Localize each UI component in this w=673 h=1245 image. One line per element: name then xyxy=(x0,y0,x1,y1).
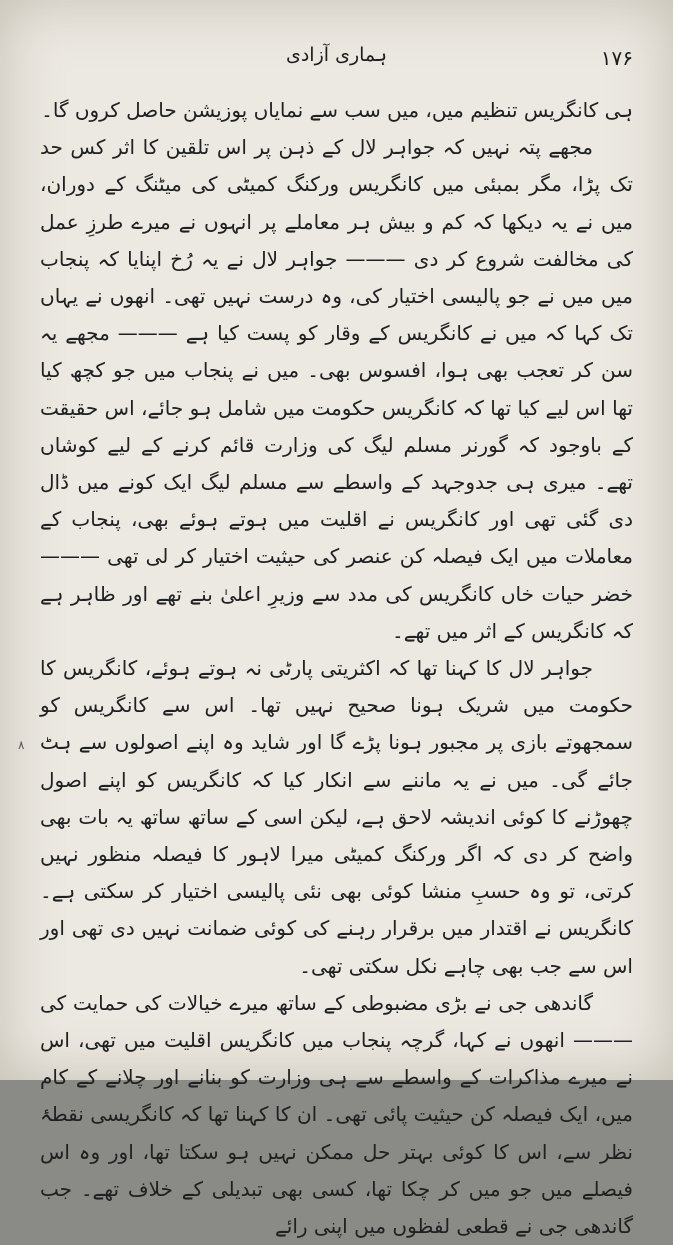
margin-mark: ۸ xyxy=(18,738,25,752)
page-header xyxy=(40,44,633,80)
body-text xyxy=(40,92,633,1245)
paragraph: جواہر لال کا کہنا تھا کہ اکثریتی پارٹی نہ ہوتے ہوئے، کانگریس کا حکومت میں شریک ہونا صحیح نہیں تھا۔ اس سے کانگریس کو سمجھوتے بازی پر مجبور ہونا پڑے گا اور شاید وہ اپنے اصولوں سے ہٹ جائے گی۔ میں نے یہ ماننے سے انکار کیا کہ کانگریس کو اپنے اصول چھوڑنے کا کوئی اندیشہ لاحق ہے، لیکن اسی کے ساتھ ساتھ یہ بات بھی واضح کر دی کہ اگر ورکنگ کمیٹی میرا لاہور کا فیصلہ منظور نہیں کرتی، تو وہ حسبِ منشا کوئی بھی نئی پالیسی اختیار کر سکتی ہے۔ کانگریس نے اقتدار میں برقرار رہنے کی کوئی ضمانت نہیں دی تھی اور اس سے جب بھی چاہے نکل سکتی تھی۔ xyxy=(40,656,633,978)
paragraph: مجھے پتہ نہیں کہ جواہر لال کے ذہن پر اس تلقین کا اثر کس حد تک پڑا، مگر بمبئی میں کانگریس ورکنگ کمیٹی کی میٹنگ کے دوران، میں نے یہ دیکھا کہ کم و بیش ہر معاملے پر انہوں نے میرے طرزِ عمل کی مخالفت شروع کر دی ——— جواہر لال نے یہ رُخ اپنایا کہ پنجاب میں میں نے جو پالیسی اختیار کی، وہ درست نہیں تھی۔ انھوں نے یہاں تک کہا کہ میں نے کانگریس کے وقار کو پست کیا ہے ——— مجھے یہ سن کر تعجب بھی ہوا، افسوس بھی۔ میں نے پنجاب میں جو کچھ کیا تھا اس لیے کیا تھا کہ کانگریس حکومت میں شامل ہو جائے، اس حقیقت کے باوجود کہ گورنر مسلم لیگ کی وزارت قائم کرنے کے لیے کوشاں تھے۔ میری ہی جدوجہد کے واسطے سے مسلم لیگ ایک کونے میں ڈال دی گئی تھی اور کانگریس نے اقلیت میں ہوتے ہوئے بھی، پنجاب کے معاملات میں ایک فیصلہ کن عنصر کی حیثیت اختیار کر لی تھی ——— خضر حیات خاں کانگریس کی مدد سے وزیرِ اعلیٰ بنے تھے اور ظاہر ہے کہ کانگریس کے اثر میں تھے۔ xyxy=(40,135,633,643)
running-title: ہماری آزادی xyxy=(285,44,388,66)
paragraph: ہی کانگریس تنظیم میں، میں سب سے نمایاں پوزیشن حاصل کروں گا۔ xyxy=(41,98,633,122)
page-number: ۱۷۶ xyxy=(600,46,633,70)
paragraph: گاندھی جی نے بڑی مضبوطی کے ساتھ میرے خیالات کی حمایت کی ——— انھوں نے کہا، گرچہ پنجاب میں کانگریس اقلیت میں تھی، اس نے میرے مذاکرات کے واسطے سے ہی وزارت کو بنانے اور چلانے کے کام میں، ایک فیصلہ کن حیثیت پائی تھی۔ ان کا کہنا تھا کہ کانگریسی نقطۂ نظر سے، اس کا کوئی بہتر حل ممکن نہیں ہو سکتا تھا، اور وہ اس فیصلے میں جو میں کر چکا تھا، کسی بھی تبدیلی کے خلاف تھے۔ جب گاندھی جی نے قطعی لفظوں میں اپنی رائے xyxy=(40,990,633,1239)
